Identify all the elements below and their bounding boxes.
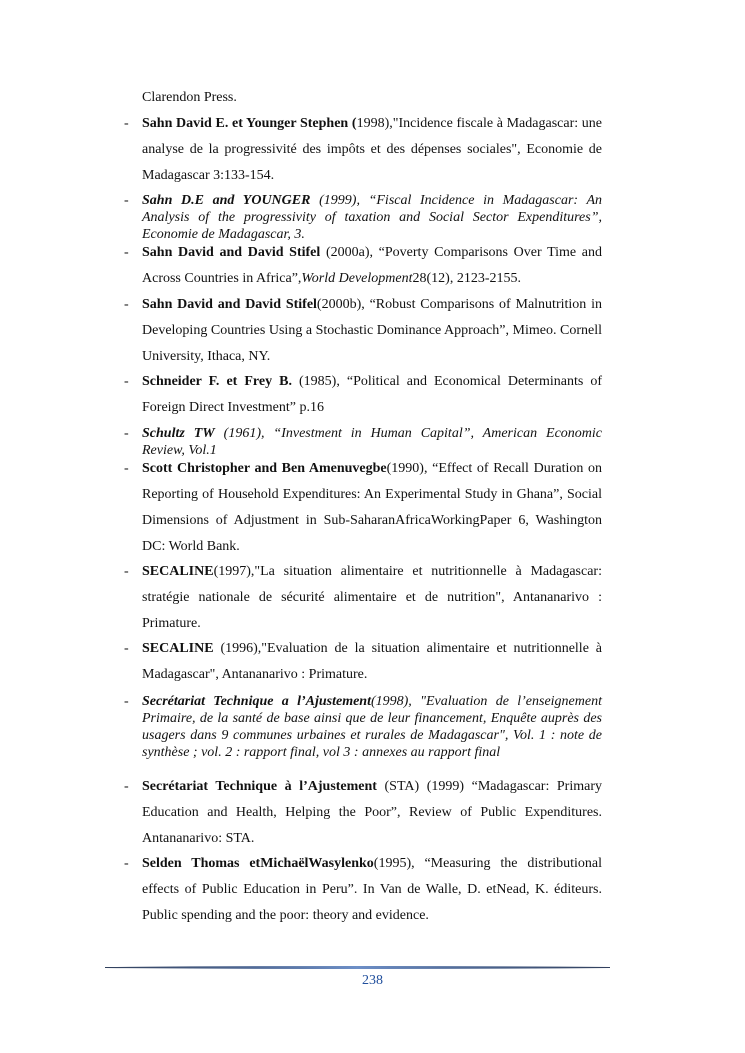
footer-divider: [105, 965, 610, 970]
reference-text: Sahn D.E and YOUNGER (1999), “Fiscal Incidence in Madagascar: An Analysis of the progressivity of taxation and Social Sector Expenditures”, Economie de Madagascar, 3.: [142, 193, 602, 242]
bullet-dash: -: [124, 374, 129, 389]
bullet-dash: -: [124, 856, 129, 871]
reference-text: SECALINE (1996),"Evaluation de la situation alimentaire et nutritionnelle à Madagascar", Antananarivo : Primature.: [142, 641, 602, 682]
bullet-dash: -: [124, 694, 129, 709]
reference-text: SECALINE(1997),"La situation alimentaire et nutritionnelle à Madagascar: stratégie nationale de sécurité alimentaire et de nutrition", Antananarivo : Primature.: [142, 564, 602, 631]
reference-text: Schneider F. et Frey B. (1985), “Political and Economical Determinants of Foreign Direct Investment” p.16: [142, 374, 603, 415]
bullet-dash: -: [124, 426, 129, 441]
reference-text: Sahn David E. et Younger Stephen (1998),"Incidence fiscale à Madagascar: une analyse de la progressivité des impôts et des dépenses sociales", Economie de Madagascar 3:133-154.: [142, 116, 602, 183]
bullet-dash: -: [124, 641, 129, 656]
reference-text: Secrétariat Technique a l’Ajustement(1998), "Evaluation de l’enseignement Primaire, de la santé de base ainsi que de leur financement, Enquête auprès des usagers dans 9 communes urbaines et rurales de Madagascar", Vol. 1 : note de synthèse ; vol. 2 : rapport final, vol 3 : annexes au rapport final: [142, 694, 602, 760]
reference-text: Scott Christopher and Ben Amenuvegbe(1990), “Effect of Recall Duration on Reporting of Household Expenditures: An Experimental Study in Ghana”, Social Dimensions of Adjustment in Sub-SaharanAfricaWorkingPaper 6, Washington DC: World Bank.: [142, 461, 602, 554]
bullet-dash: -: [124, 779, 129, 794]
bullet-dash: -: [124, 564, 129, 579]
reference-text: Sahn David and David Stifel (2000a), “Poverty Comparisons Over Time and Across Countries in Africa”,World Development28(12), 2123-2155.: [142, 245, 603, 286]
bullet-dash: -: [124, 297, 129, 312]
reference-text: Secrétariat Technique à l’Ajustement (STA) (1999) “Madagascar: Primary Education and Health, Helping the Poor”, Review of Public Expenditures. Antananarivo: STA.: [142, 779, 602, 846]
reference-text: Selden Thomas etMichaëlWasylenko(1995), “Measuring the distributional effects of Public Education in Peru”. In Van de Walle, D. etNead, K. éditeurs. Public spending and the poor: theory and evidence.: [142, 856, 602, 923]
bullet-dash: -: [124, 116, 129, 131]
page-number: 238: [362, 973, 383, 988]
bullet-dash: -: [124, 245, 129, 260]
reference-text: Sahn David and David Stifel(2000b), “Robust Comparisons of Malnutrition in Developing Countries Using a Stochastic Dominance Approach”, Mimeo. Cornell University, Ithaca, NY.: [142, 297, 602, 364]
reference-text: Schultz TW (1961), “Investment in Human Capital”, American Economic Review, Vol.1: [142, 426, 602, 458]
continuation-text: Clarendon Press.: [142, 90, 237, 105]
bullet-dash: -: [124, 461, 129, 476]
bullet-dash: -: [124, 193, 129, 208]
